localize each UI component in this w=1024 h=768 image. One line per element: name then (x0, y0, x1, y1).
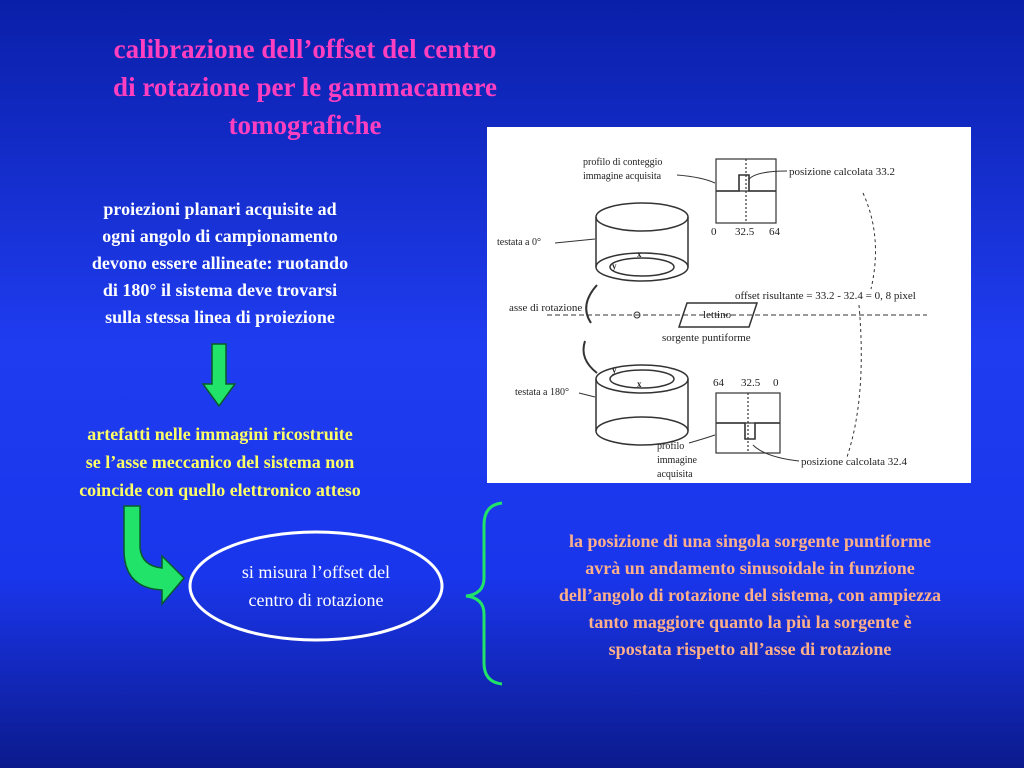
top-profile-box (716, 159, 776, 223)
oval-line-1: si misura l’offset del (241, 562, 391, 582)
title-line-2: di rotazione per le gammacamere (113, 72, 497, 102)
profile-top-leader (677, 175, 715, 183)
profile-top-line-2: immagine acquisita (583, 171, 662, 182)
sinusoid-line-5: spostata rispetto all’asse di rotazione (608, 639, 892, 659)
projection-line-3: devono essere allineate: ruotando (91, 253, 349, 273)
title-line-1: calibrazione dell’offset del centro (113, 34, 497, 64)
testata-180-leader (579, 393, 595, 397)
sinusoid-line-3: dell’angolo di rotazione del sistema, con ampiezza (558, 585, 942, 605)
artifacts-line-2: se l’asse meccanico del sistema non (85, 452, 355, 472)
projection-line-5: sulla stessa linea di proiezione (105, 307, 335, 327)
tick-top-mid: 32.5 (735, 226, 755, 238)
curved-arrow-icon (124, 506, 184, 604)
profile-bot-line-1: profilo (657, 441, 685, 452)
asse-label: asse di rotazione (509, 302, 583, 314)
detector-180-cylinder (596, 365, 688, 445)
projection-line-1: proiezioni planari acquisite ad (103, 199, 337, 219)
profile-top-line-1: profilo di conteggio (583, 157, 663, 168)
axis-x-top: x (637, 249, 642, 259)
axis-y-bottom: y (612, 365, 617, 375)
pos-top-leader (749, 171, 787, 179)
detector-0-cylinder (596, 203, 688, 281)
sinusoid-line-1: la posizione di una singola sorgente puntiforme (568, 531, 932, 551)
bottom-profile-box (716, 393, 780, 453)
down-arrow-icon (203, 344, 235, 406)
axis-x-bottom: x (637, 379, 642, 389)
leader-bottom-dashed (847, 305, 861, 457)
sinusoid-line-4: tanto maggiore quanto la più la sorgente è (588, 612, 912, 632)
pos-top-label: posizione calcolata 33.2 (789, 166, 895, 178)
gamma-camera-figure (487, 127, 971, 483)
axis-y-top: y (612, 261, 617, 271)
profile-bot-line-2: immagine (657, 455, 697, 466)
projection-line-4: di 180° il sistema deve trovarsi (102, 280, 338, 300)
curly-brace-icon (466, 503, 502, 684)
lettino-label: lettino (703, 309, 732, 321)
profile-bot-leader (689, 435, 715, 443)
sinusoid-line-2: avrà un andamento sinusoidale in funzione (585, 558, 915, 578)
tick-bot-0: 0 (773, 377, 779, 389)
tick-top-64: 64 (769, 226, 780, 238)
artifacts-line-1: artefatti nelle immagini ricostruite (87, 424, 353, 444)
artifacts-line-3: coincide con quello elettronico atteso (79, 480, 361, 500)
tick-bot-64: 64 (713, 377, 724, 389)
profile-bot-line-3: acquisita (657, 469, 693, 480)
tick-top-0: 0 (711, 226, 717, 238)
title-line-3: tomografiche (228, 110, 382, 140)
sorgente-label: sorgente puntiforme (662, 332, 751, 344)
testata-0-label: testata a 0° (497, 237, 541, 248)
oval-line-2: centro di rotazione (248, 590, 384, 610)
testata-180-label: testata a 180° (515, 387, 569, 398)
testata-0-leader (555, 239, 595, 243)
offset-result-label: offset risultante = 33.2 - 32.4 = 0, 8 pixel (735, 290, 916, 302)
leader-top-dashed (863, 193, 876, 289)
oval-text (200, 558, 432, 614)
projection-line-2: ogni angolo di campionamento (102, 226, 338, 246)
rotate-arrow-top-icon (586, 285, 597, 323)
pos-bot-label: posizione calcolata 32.4 (801, 456, 907, 468)
rotate-arrow-bottom-icon (584, 341, 598, 373)
tick-bot-mid: 32.5 (741, 377, 761, 389)
figure-svg (487, 127, 971, 483)
